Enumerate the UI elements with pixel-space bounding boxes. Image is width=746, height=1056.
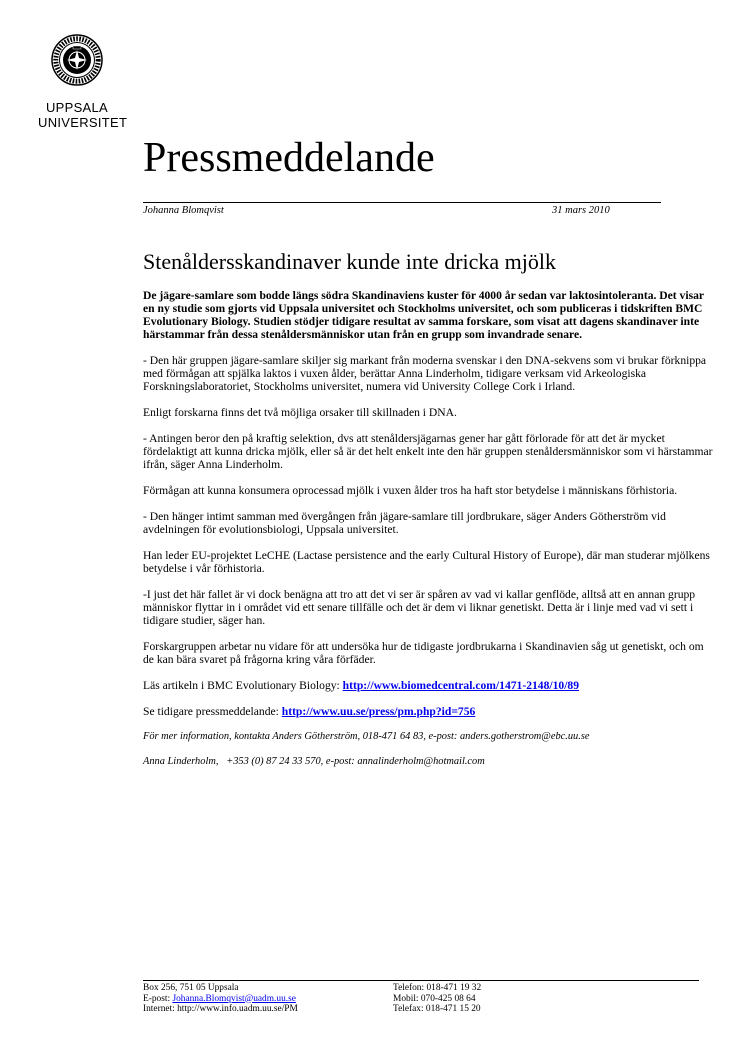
article-link-label: Läs artikeln i BMC Evolutionary Biology: (143, 679, 343, 692)
header-divider (143, 202, 661, 203)
previous-release-paragraph (143, 705, 715, 718)
footer-email-label: E-post: (143, 993, 173, 1004)
article-link[interactable]: http://www.biomedcentral.com/1471-2148/10/89 (342, 679, 580, 692)
lead-paragraph: De jägare-samlare som bodde längs södra Skandinaviens kuster för 4000 år sedan var laktosintoleranta. Det visar en ny studie som gjorts vid Uppsala universitet och Stockholms universitet, och som publiceras i tidskriften BMC Evolutionary Biology. Studien stödjer tidigare resultat av samma forskare, som visat att dagens skandinaver inte härstammar från dessa stenåldersmänniskor utan från en grupp som invandrade senare. (143, 289, 704, 341)
article-headline: Stenåldersskandinaver kunde inte dricka mjölk (143, 249, 556, 274)
page-title: Pressmeddelande (143, 135, 435, 181)
footer-email-line (143, 994, 298, 1005)
footer-divider (143, 980, 699, 981)
body-paragraph-1: - Den här gruppen jägare-samlare skiljer sig markant från moderna svenskar i den DNA-sekvens som vi brukar förknippa med förmågan att spjälka laktos i vuxen ålder, berättar Anna Linderholm, tidigare verksam vid Arkeologiska Forskningslaboratoriet, Stockholms universitet, numera vid University College Cork i Irland. (143, 354, 707, 393)
footer-address: Box 256, 751 05 Uppsala (143, 983, 239, 993)
body-paragraph-6: Han leder EU-projektet LeCHE (Lactase persistence and the early Cultural History of Europe), där man studerar mjölkens betydelse i vår förhistoria. (143, 549, 710, 575)
body-paragraph-8: Forskargruppen arbetar nu vidare för att undersöka hur de tidigaste jordbrukarna i Skandinavien såg ut genetiskt, och om de kan bära svaret på frågorna kring våra förfäder. (143, 640, 704, 666)
footer-email-link[interactable]: Johanna.Blomqvist@uadm.uu.se (172, 993, 296, 1004)
footer-phone-block (393, 983, 481, 1015)
contact-line-1: För mer information, kontakta Anders Götherström, 018-471 64 83, e-post: anders.gotherstrom@ebc.uu.se (143, 731, 590, 742)
previous-release-link[interactable]: http://www.uu.se/press/pm.php?id=756 (281, 705, 476, 718)
body-paragraph-7: -I just det här fallet är vi dock benägna att tro att det vi ser är spåren av vad vi kallar genflöde, alltså att en annan grupp människor flyttar in i området vid ett senare tillfälle och det är dem vi liknar genetiskt. Detta är i linje med vad vi sett i tidigare studier, säger han. (143, 588, 696, 627)
logo-line-uppsala: UPPSALA (45, 100, 109, 115)
article-body (143, 289, 715, 781)
logo-line-universitet: UNIVERSITET (38, 115, 128, 130)
press-date: 31 mars 2010 (552, 205, 610, 216)
footer-mobile: Mobil: 070-425 08 64 (393, 993, 476, 1004)
body-paragraph-3: - Antingen beror den på kraftig selektion, dvs att stenåldersjägarnas gener har gått förlorade för att det är mycket fördelaktigt att kunna dricka mjölk, eller så är det helt enkelt inte den här gruppen stenåldersmänniskor som vi härstammar ifrån, säger Anna Linderholm. (143, 432, 713, 471)
footer-fax: Telefax: 018-471 15 20 (393, 1004, 481, 1014)
footer-internet: Internet: http://www.info.uadm.uu.se/PM (143, 1004, 298, 1014)
university-logo (38, 34, 128, 130)
body-paragraph-4: Förmågan att kunna konsumera oprocessad mjölk i vuxen ålder tros ha haft stor betydelse i människans förhistoria. (143, 484, 678, 497)
previous-release-label: Se tidigare pressmeddelande: (143, 705, 282, 718)
contact-line-2: Anna Linderholm, +353 (0) 87 24 33 570, e-post: annalinderholm@hotmail.com (143, 756, 485, 767)
body-paragraph-5: - Den hänger intimt samman med övergången från jägare-samlare till jordbrukare, säger Anders Götherström vid avdelningen för evolutionsbiologi, Uppsala universitet. (143, 510, 666, 536)
body-paragraph-2: Enligt forskarna finns det två möjliga orsaker till skillnaden i DNA. (143, 406, 457, 419)
author-name: Johanna Blomqvist (143, 205, 224, 216)
footer-phone: Telefon: 018-471 19 32 (393, 983, 482, 993)
footer-address-block (143, 983, 298, 1015)
university-seal-icon (51, 34, 103, 86)
article-link-paragraph (143, 679, 715, 692)
